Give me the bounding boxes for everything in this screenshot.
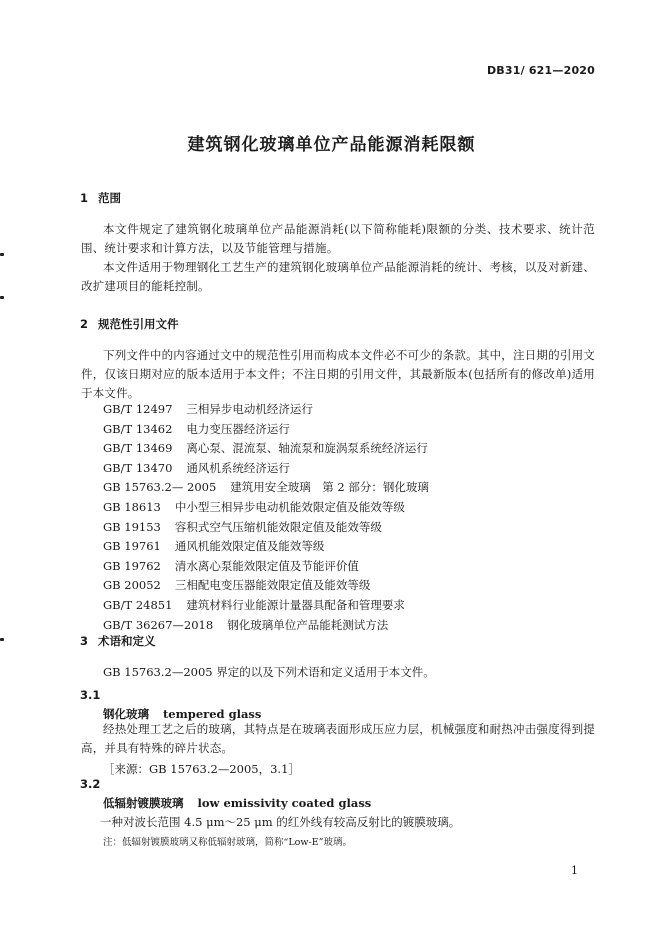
list-item	[103, 557, 429, 577]
ref-name: 三相异步电动机经济运行	[186, 402, 313, 416]
terms-intro: GB 15763.2—2005 界定的以及下列术语和定义适用于本文件。	[103, 665, 435, 679]
scope-paragraph-1: 本文件规定了建筑钢化玻璃单位产品能源消耗(以下简称能耗)限额的分类、技术要求、统计范围、统计要求和计算方法，以及节能管理与措施。	[81, 222, 595, 255]
ref-name: 离心泵、混流泵、轴流泵和旋涡泵系统经济运行	[186, 441, 428, 456]
list-item	[103, 518, 429, 538]
list-item	[103, 576, 429, 596]
list-item	[103, 596, 429, 616]
ref-code: GB 18613	[103, 499, 161, 514]
ref-name: 中小型三相异步电动机能效限定值及能效等级	[174, 499, 405, 514]
list-item	[103, 498, 429, 518]
ref-code: GB 20052	[103, 578, 161, 593]
term-title	[103, 795, 371, 811]
list-item	[103, 400, 429, 420]
term-number: 3.1	[80, 688, 101, 702]
ref-code: GB 19153	[103, 519, 161, 534]
ref-name: 电力变压器经济运行	[186, 421, 290, 436]
term-definition: 经热处理工艺之后的玻璃，其特点是在玻璃表面形成压应力层，机械强度和耐热冲击强度得到提高，并具有特殊的碎片状态。	[81, 722, 595, 755]
list-item	[103, 537, 429, 557]
list-item	[103, 478, 429, 498]
term-en: low emissivity coated glass	[197, 796, 372, 810]
section-title: 术语和定义	[98, 634, 156, 648]
term-zh: 钢化玻璃	[103, 707, 149, 721]
section-heading-scope	[80, 190, 121, 206]
list-item	[103, 420, 429, 440]
page-number: 1	[571, 864, 578, 877]
ref-code: GB/T 24851	[103, 597, 173, 612]
ref-name: 容积式空气压缩机能效限定值及能效等级	[174, 519, 382, 534]
ref-code: GB 19762	[103, 558, 161, 573]
term-number: 3.2	[80, 777, 101, 791]
ref-code: GB/T 13470	[103, 460, 173, 475]
section-title: 规范性引用文件	[98, 317, 179, 331]
ref-name: 通风机能效限定值及能效等级	[174, 539, 325, 554]
section-number: 2	[80, 317, 89, 331]
ref-name: 清水离心泵能效限定值及节能评价值	[174, 558, 359, 573]
list-item	[103, 459, 429, 479]
ref-code: GB/T 36267—2018	[103, 617, 214, 632]
ref-name: 建筑用安全玻璃 第 2 部分：钢化玻璃	[230, 480, 429, 495]
scan-mark	[0, 253, 4, 256]
term-zh: 低辐射镀膜玻璃	[103, 796, 184, 810]
term-definition: 一种对波长范围 4.5 μm～25 μm 的红外线有较高反射比的镀膜玻璃。	[100, 815, 461, 829]
term-en: tempered glass	[163, 707, 262, 721]
scan-mark	[0, 638, 4, 641]
ref-code: GB 15763.2— 2005	[103, 480, 217, 495]
section-number: 1	[80, 191, 89, 205]
document-number: DB31/ 621—2020	[486, 64, 595, 77]
ref-code: GB 19761	[103, 539, 161, 554]
ref-code: GB/T 13462	[103, 421, 173, 436]
ref-name: 三相配电变压器能效限定值及能效等级	[174, 578, 371, 593]
section-heading-normative-references	[80, 316, 179, 332]
ref-code: GB/T 12497	[103, 402, 173, 416]
term-source: ［来源：GB 15763.2—2005，3.1］	[103, 762, 300, 776]
list-item	[103, 439, 429, 459]
page-title: 建筑钢化玻璃单位产品能源消耗限额	[187, 135, 476, 155]
ref-name: 建筑材料行业能源计量器具配备和管理要求	[186, 597, 405, 612]
section-number: 3	[80, 634, 89, 648]
ref-name: 通风机系统经济运行	[186, 460, 290, 475]
section-heading-terms	[80, 633, 156, 649]
references-intro: 下列文件中的内容通过文中的规范性引用而构成本文件必不可少的条款。其中，注日期的引用文件，仅该日期对应的版本适用于本文件；不注日期的引用文件，其最新版本(包括所有的修改单)适用于本文件。	[81, 348, 595, 400]
scan-mark	[0, 296, 4, 299]
ref-code: GB/T 13469	[103, 441, 173, 456]
section-title: 范围	[98, 191, 121, 205]
term-note: 注：低辐射镀膜玻璃又称低辐射玻璃，简称“Low-E”玻璃。	[103, 837, 353, 848]
scope-paragraph-2: 本文件适用于物理钢化工艺生产的建筑钢化玻璃单位产品能源消耗的统计、考核，以及对新建、改扩建项目的能耗控制。	[81, 260, 595, 293]
ref-name: 钢化玻璃单位产品能耗测试方法	[227, 617, 389, 632]
reference-list	[103, 400, 429, 635]
